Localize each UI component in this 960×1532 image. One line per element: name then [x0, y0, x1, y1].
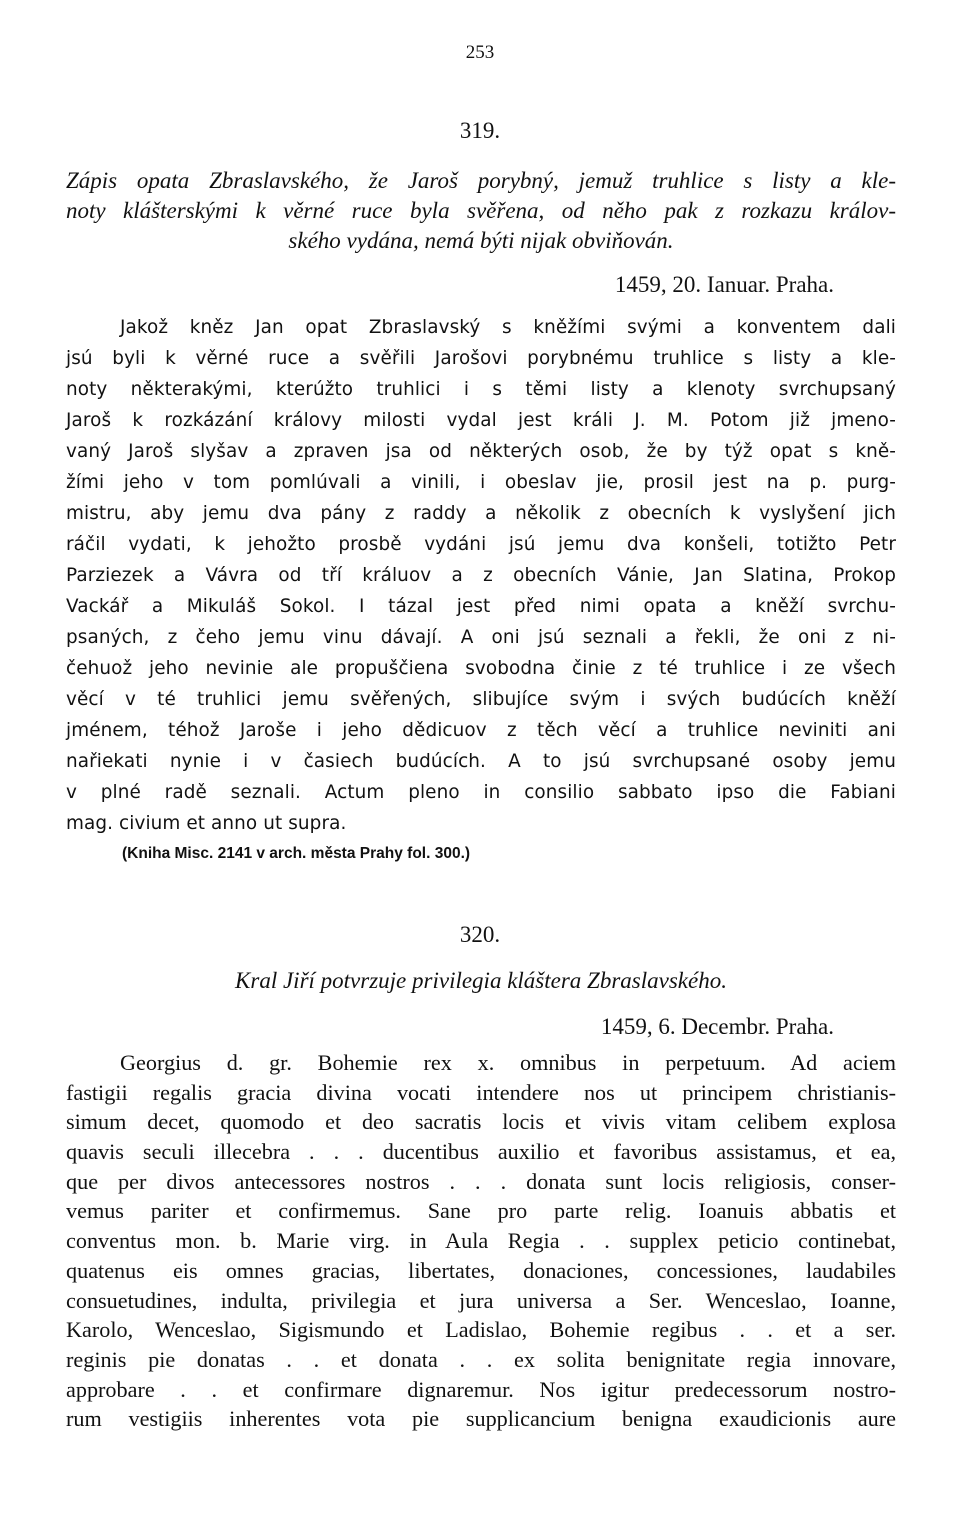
page-number: 253 — [465, 42, 495, 63]
body-line: conventus mon. b. Marie virg. in Aula Regia . . supplex peticio continebat, — [66, 1228, 896, 1254]
body-line: ráčil vydati, k jehožto prosbě vydáni jsú jemu dva konšeli, totižto Petr — [66, 534, 896, 555]
body-line: Georgius d. gr. Bohemie rex x. omnibus in perpetuum. Ad aciem — [120, 1050, 896, 1075]
body-line: jsú byli k věrné ruce a svěřili Jarošovi porybnému truhlice s listy a kle- — [66, 348, 896, 369]
body-line: vaný Jaroš slyšav a zpraven jsa od některých osob, že by týž opat s kně- — [66, 441, 896, 462]
entry-dateline: 1459, 6. Decembr. Praha. — [600, 1014, 834, 1039]
body-line: Vackář a Mikuláš Sokol. I tázal jest před nimi opata a kněží svrchu- — [66, 596, 896, 617]
entry-dateline: 1459, 20. Ianuar. Praha. — [614, 272, 834, 297]
body-line: noty některakými, kterúžto truhlici i s těmi listy a klenoty svrchupsaný — [66, 379, 896, 400]
body-line: fastigii regalis gracia divina vocati intendere nos ut principem christianis- — [66, 1079, 896, 1105]
body-line: Jakož kněz Jan opat Zbraslavský s kněžími svými a konventem dali — [120, 317, 896, 338]
body-line: čehuož jeho nevinie ale propuščiena svobodna činie z té truhlice i ze všech — [66, 658, 896, 679]
body-line: Parziezek a Vávra od tří králuov a z obecních Vánie, Jan Slatina, Prokop — [66, 565, 896, 586]
entry-title — [66, 966, 896, 996]
body-line: věcí v té truhlici jemu svěřených, slibujíce svým i svých budúcích kněží — [66, 689, 896, 710]
body-line: psaných, z čeho jemu vinu dávají. A oni jsú seznali a řekli, že oni z ni- — [66, 627, 896, 648]
entry-body — [66, 1048, 896, 1434]
body-line: quatenus eis omnes gracias, libertates, donaciones, concessiones, laudabiles — [66, 1257, 896, 1283]
title-line: Kral Jiří potvrzuje privilegia kláštera Zbraslavského. — [235, 968, 727, 993]
source-note: (Kniha Misc. 2141 v arch. města Prahy fol. 300.) — [122, 845, 471, 862]
body-line: Karolo, Wenceslao, Sigismundo et Ladislao, Bohemie regibus . . et a ser. — [66, 1317, 896, 1343]
body-line: nařiekati nynie i v časiech budúcích. A to jsú svrchupsané osoby jemu — [66, 751, 896, 772]
title-line: Zápis opata Zbraslavského, že Jaroš porybný, jemuž truhlice s listy a kle- — [66, 168, 896, 193]
entry-number: 320. — [459, 922, 501, 947]
body-line: quavis seculi illecebra . . . ducentibus auxilio et favoribus assistamus, et ea, — [66, 1139, 896, 1165]
body-line: Jaroš k rozkázání královy milosti vydal jest králi J. M. Potom již jmeno- — [66, 410, 896, 431]
body-line: mistru, aby jemu dva pány z raddy a několik z obecních k vyslyšení jich — [66, 503, 896, 524]
body-line: reginis pie donatas . . et donata . . ex solita benignitate regia innovare, — [66, 1346, 896, 1372]
body-line: vemus pariter et confirmemus. Sane pro parte relig. Ioanuis abbatis et — [66, 1198, 896, 1224]
entry-number: 319. — [459, 118, 501, 143]
body-line: mag. civium et anno ut supra. — [66, 813, 347, 834]
entry-title — [66, 166, 896, 256]
body-line: jménem, téhož Jaroše i jeho dědicuov z těch věcí a truhlice neviniti ani — [66, 720, 896, 741]
body-line: que per divos antecessores nostros . . . donata sunt locis religiosis, conser- — [66, 1168, 896, 1194]
body-line: consuetudines, indulta, privilegia et jura universa a Ser. Wenceslao, Ioanne, — [66, 1287, 896, 1313]
body-line: rum vestigiis inherentes vota pie supplicancium benigna exaudicionis aure — [66, 1406, 896, 1432]
body-line: v plné radě seznali. Actum pleno in consilio sabbato ipso die Fabiani — [66, 782, 896, 803]
body-line: approbare . . et confirmare dignaremur. Nos igitur predecessorum nostro- — [66, 1376, 896, 1402]
title-line: ského vydána, nemá býti nijak obviňován. — [288, 228, 674, 253]
entry-body — [66, 312, 896, 839]
title-line: noty klášterskými k věrné ruce byla svěřena, od něho pak z rozkazu králov- — [66, 198, 896, 223]
body-line: simum decet, quomodo et deo sacratis locis et vivis vitam celibem explosa — [66, 1109, 896, 1135]
body-line: žími jeho v tom pomlúvali a vinili, i obeslav jie, prosil jest na p. purg- — [66, 472, 896, 493]
